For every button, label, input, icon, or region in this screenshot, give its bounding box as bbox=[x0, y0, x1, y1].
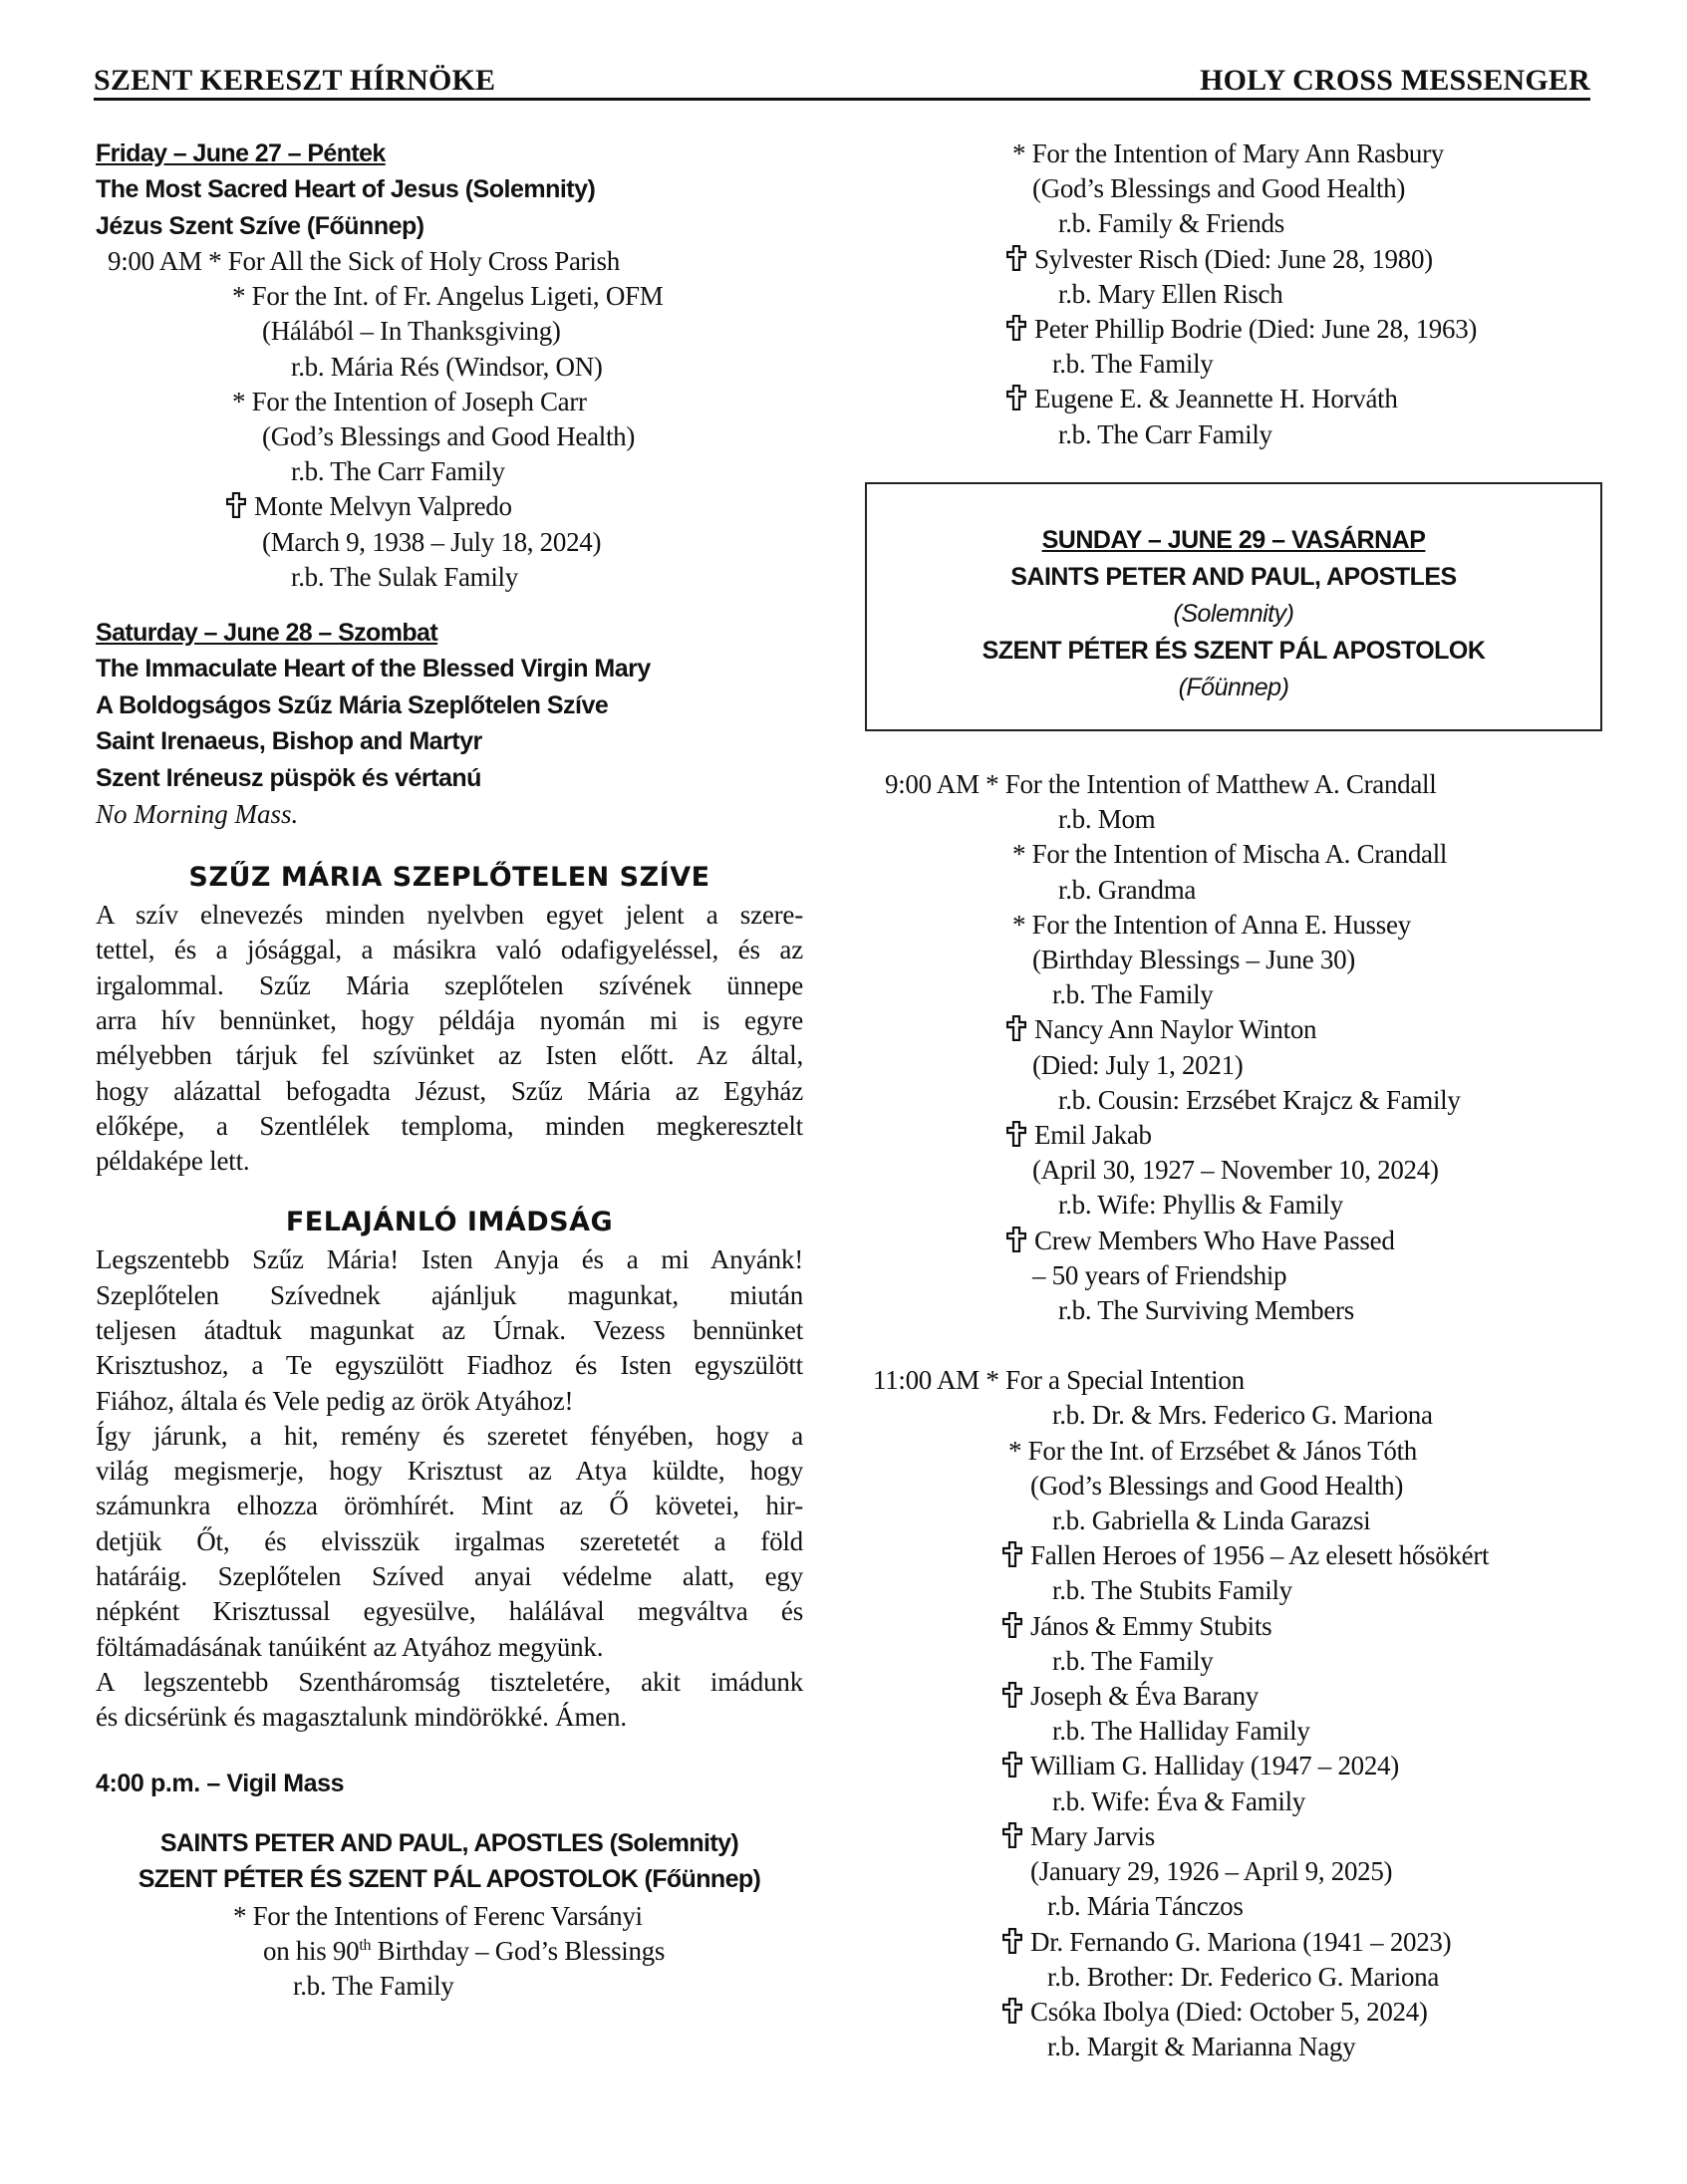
mass-intention: * For the Intention of Mischa A. Crandall bbox=[1012, 839, 1448, 870]
friday-heading: Friday – June 27 – Péntek bbox=[96, 139, 386, 167]
intention-bullet-icon: * bbox=[232, 281, 252, 312]
requested-by: r.b. The Carr Family bbox=[1058, 418, 1272, 449]
mass-intention: * For the Intention of Joseph Carr bbox=[232, 386, 587, 416]
intention-bullet-icon: * bbox=[985, 1365, 1005, 1396]
article-title: FELAJÁNLÓ IMÁDSÁG bbox=[285, 1207, 614, 1238]
intention-note: (Birthday Blessings – June 30) bbox=[1032, 945, 1355, 975]
right-column-vigil-continued bbox=[865, 136, 1602, 452]
requested-by: r.b. Wife: Phyllis & Family bbox=[1058, 1190, 1343, 1221]
no-mass-note: No Morning Mass. bbox=[96, 799, 299, 830]
mass-time: 9:00 AM bbox=[885, 769, 980, 799]
requested-by: r.b. Wife: Éva & Family bbox=[1052, 1785, 1305, 1816]
friday-section bbox=[96, 136, 803, 595]
article-body: A szív elnevezés minden nyelvben egyet jelent a szere- tettel, és a jósággal, a másikra való odafigyeléssel, és az irgalommal. Szűz Mária szeplőtelen szívének ünnepe arra hív bennünket, hogy példája nyomán mi is egyre mélyebben tárjuk fel szívünket az Isten előtt. Az által, hogy alázattal befogadta Jézust, Szűz Mária az Egyház előképe, a Szentlélek temploma, minden megkeresztelt példaképe lett. bbox=[96, 900, 803, 1177]
memorial-intention: Crew Members Who Have Passed bbox=[873, 1224, 1610, 1258]
intention-note: (January 29, 1926 – April 9, 2025) bbox=[1030, 1856, 1393, 1887]
intention-note: (God’s Blessings and Good Health) bbox=[1030, 1470, 1404, 1501]
requested-by: r.b. Mária Tánczos bbox=[1047, 1891, 1244, 1922]
requested-by: r.b. Cousin: Erzsébet Krajcz & Family bbox=[1058, 1084, 1461, 1115]
memorial-intention: Csóka Ibolya (Died: October 5, 2024) bbox=[873, 1995, 1610, 2030]
requested-by: r.b. The Halliday Family bbox=[1052, 1716, 1310, 1747]
requested-by: r.b. The Carr Family bbox=[291, 456, 505, 487]
sunday-9am-mass bbox=[873, 767, 1610, 1328]
saturday-feast: Szent Iréneusz püspök és vértanú bbox=[96, 763, 481, 792]
friday-feast-english: The Most Sacred Heart of Jesus (Solemnity) bbox=[96, 175, 596, 203]
cross-icon bbox=[1006, 315, 1026, 341]
vigil-heading: 4:00 p.m. – Vigil Mass bbox=[96, 1769, 345, 1797]
sunday-feast-hungarian: SZENT PÉTER ÉS SZENT PÁL APOSTOLOK bbox=[982, 637, 1486, 665]
intention-note: (March 9, 1938 – July 18, 2024) bbox=[262, 526, 602, 557]
mass-intention: * For the Int. of Fr. Angelus Ligeti, OFM bbox=[232, 281, 664, 312]
friday-feast-hungarian: Jézus Szent Szíve (Főünnep) bbox=[96, 211, 424, 240]
requested-by: r.b. The Family bbox=[1052, 979, 1214, 1010]
requested-by: r.b. Mária Rés (Windsor, ON) bbox=[291, 351, 603, 382]
memorial-intention: Mary Jarvis bbox=[873, 1819, 1610, 1854]
article-immaculate-heart bbox=[96, 858, 803, 1179]
cross-icon bbox=[1002, 1612, 1022, 1638]
article-body: Legszentebb Szűz Mária! Isten Anyja és a mi Anyánk! Szeplőtelen Szívednek ajánljuk magunkat, miután teljesen átadtuk magunkat az Úrnak. Vezess bennünket Krisztushoz, a Te egyszülött Fiadhoz és Isten egyszülött Fiához, általa és Vele pedig az örök Atyához! Így járunk, a hit, remény és szeretet fényében, hogy a világ megismerje, hogy Krisztust az Atya küldte, hogy számunkra elhozza örömhírét. Mint az Ő követei, hir- detjük Őt, és elvisszük irgalmas szeretetét a föld határáig. Szeplőtelen Szíved anyai védelme alatt, egy népként Krisztussal egyesülve, halálával megváltva és föltámadásának tanúiként az Atyához megyünk. A legszentebb Szentháromság tiszteletére, akit imádunk és dicsérünk és magasztalunk mindörökké. Ámen. bbox=[96, 1244, 803, 1733]
saturday-feast: The Immaculate Heart of the Blessed Virgin Mary bbox=[96, 655, 651, 683]
vigil-feast-english: SAINTS PETER AND PAUL, APOSTLES (Solemnity) bbox=[159, 1828, 739, 1857]
memorial-intention: William G. Halliday (1947 – 2024) bbox=[873, 1749, 1610, 1783]
cross-icon bbox=[1002, 1541, 1022, 1567]
requested-by: r.b. Mary Ellen Risch bbox=[1058, 278, 1283, 309]
intention-bullet-icon: * bbox=[1008, 1435, 1028, 1466]
memorial-intention: Monte Melvyn Valpredo bbox=[96, 489, 803, 524]
requested-by: r.b. The Stubits Family bbox=[1052, 1575, 1292, 1606]
requested-by: r.b. Gabriella & Linda Garazsi bbox=[1052, 1505, 1371, 1536]
cross-icon bbox=[1002, 1998, 1022, 2024]
requested-by: r.b. Brother: Dr. Federico G. Mariona bbox=[1047, 1961, 1440, 1992]
intention-bullet-icon: * bbox=[208, 246, 228, 276]
mass-intention: 11:00 AM * For a Special Intention bbox=[873, 1365, 1245, 1396]
sunday-heading: SUNDAY – JUNE 29 – VASÁRNAP bbox=[1041, 526, 1426, 554]
intention-bullet-icon: * bbox=[233, 1900, 253, 1931]
intention-note: (Hálából – In Thanksgiving) bbox=[262, 316, 561, 347]
cross-icon bbox=[1006, 1121, 1026, 1147]
memorial-intention: Dr. Fernando G. Mariona (1941 – 2023) bbox=[873, 1925, 1610, 1960]
vigil-feast-hungarian: SZENT PÉTER ÉS SZENT PÁL APOSTOLOK (Főünnep) bbox=[138, 1864, 761, 1893]
intention-note: – 50 years of Friendship bbox=[1032, 1259, 1287, 1290]
intention-note: (God’s Blessings and Good Health) bbox=[262, 421, 636, 452]
intention-bullet-icon: * bbox=[232, 386, 252, 416]
cross-icon bbox=[1006, 1015, 1026, 1041]
sunday-feast-english: SAINTS PETER AND PAUL, APOSTLES bbox=[1010, 563, 1457, 591]
sunday-masses bbox=[873, 767, 1610, 2064]
vigil-mass-section bbox=[96, 1766, 803, 2005]
sunday-rank-hungarian: (Főünnep) bbox=[1178, 674, 1289, 701]
requested-by: r.b. Grandma bbox=[1058, 874, 1197, 905]
saturday-feast: A Boldogságos Szűz Mária Szeplőtelen Szíve bbox=[96, 690, 609, 719]
mass-intention: 9:00 AM * For All the Sick of Holy Cross Parish bbox=[108, 246, 620, 276]
memorial-intention: Fallen Heroes of 1956 – Az elesett hősökért bbox=[873, 1538, 1610, 1573]
newsletter-title-english: HOLY CROSS MESSENGER bbox=[1200, 64, 1590, 97]
cross-icon bbox=[226, 492, 246, 518]
sunday-rank-english: (Solemnity) bbox=[1173, 600, 1294, 628]
mass-intention: * For the Int. of Erzsébet & János Tóth bbox=[1008, 1435, 1417, 1466]
sunday-feast-box bbox=[865, 482, 1602, 731]
requested-by: r.b. Family & Friends bbox=[1058, 208, 1284, 239]
mass-intention: * For the Intention of Mary Ann Rasbury bbox=[1012, 138, 1445, 168]
memorial-intention: Joseph & Éva Barany bbox=[873, 1679, 1610, 1714]
memorial-intention: János & Emmy Stubits bbox=[873, 1609, 1610, 1644]
cross-icon bbox=[1002, 1928, 1022, 1954]
requested-by: r.b. The Family bbox=[293, 1970, 454, 2001]
mass-time: 9:00 AM bbox=[108, 246, 202, 276]
left-column bbox=[96, 136, 803, 2004]
mass-intention: * For the Intentions of Ferenc Varsányi bbox=[233, 1900, 643, 1931]
mass-intention: * For the Intention of Anna E. Hussey bbox=[1012, 909, 1411, 940]
intention-note: on his 90th Birthday – God’s Blessings bbox=[263, 1935, 666, 1966]
cross-icon bbox=[1002, 1822, 1022, 1848]
requested-by: r.b. Dr. & Mrs. Federico G. Mariona bbox=[1052, 1400, 1433, 1431]
page-header bbox=[94, 62, 1590, 101]
requested-by: r.b. Margit & Marianna Nagy bbox=[1047, 2032, 1356, 2062]
requested-by: r.b. Mom bbox=[1058, 804, 1156, 835]
memorial-intention: Emil Jakab bbox=[873, 1118, 1610, 1153]
cross-icon bbox=[1002, 1682, 1022, 1708]
cross-icon bbox=[1006, 1227, 1026, 1252]
sunday-11am-mass bbox=[873, 1363, 1610, 2064]
intention-bullet-icon: * bbox=[1012, 138, 1032, 168]
intention-bullet-icon: * bbox=[1012, 909, 1032, 940]
mass-intention: 9:00 AM * For the Intention of Matthew A. Crandall bbox=[885, 769, 1437, 799]
requested-by: r.b. The Family bbox=[1052, 1645, 1214, 1676]
article-prayer bbox=[96, 1203, 803, 1735]
requested-by: r.b. The Family bbox=[1052, 349, 1214, 380]
saturday-heading: Saturday – June 28 – Szombat bbox=[96, 619, 438, 648]
article-title: SZŰZ MÁRIA SZEPLŐTELEN SZÍVE bbox=[188, 862, 710, 894]
saturday-feast: Saint Irenaeus, Bishop and Martyr bbox=[96, 727, 482, 756]
intention-note: (April 30, 1927 – November 10, 2024) bbox=[1032, 1155, 1439, 1186]
memorial-intention: Sylvester Risch (Died: June 28, 1980) bbox=[865, 242, 1602, 277]
intention-note: (Died: July 1, 2021) bbox=[1032, 1049, 1244, 1080]
requested-by: r.b. The Surviving Members bbox=[1058, 1295, 1354, 1326]
intention-note: (God’s Blessings and Good Health) bbox=[1032, 173, 1406, 204]
saturday-section bbox=[96, 615, 803, 832]
mass-time: 11:00 AM bbox=[873, 1365, 980, 1396]
cross-icon bbox=[1006, 385, 1026, 410]
cross-icon bbox=[1006, 245, 1026, 271]
intention-bullet-icon: * bbox=[1012, 839, 1032, 870]
intention-bullet-icon: * bbox=[985, 769, 1005, 799]
memorial-intention: Peter Phillip Bodrie (Died: June 28, 1963) bbox=[865, 312, 1602, 347]
cross-icon bbox=[1002, 1752, 1022, 1777]
memorial-intention: Nancy Ann Naylor Winton bbox=[873, 1012, 1610, 1047]
requested-by: r.b. The Sulak Family bbox=[291, 561, 518, 592]
memorial-intention: Eugene E. & Jeannette H. Horváth bbox=[865, 382, 1602, 416]
newsletter-title-hungarian: SZENT KERESZT HÍRNÖKE bbox=[94, 64, 496, 97]
